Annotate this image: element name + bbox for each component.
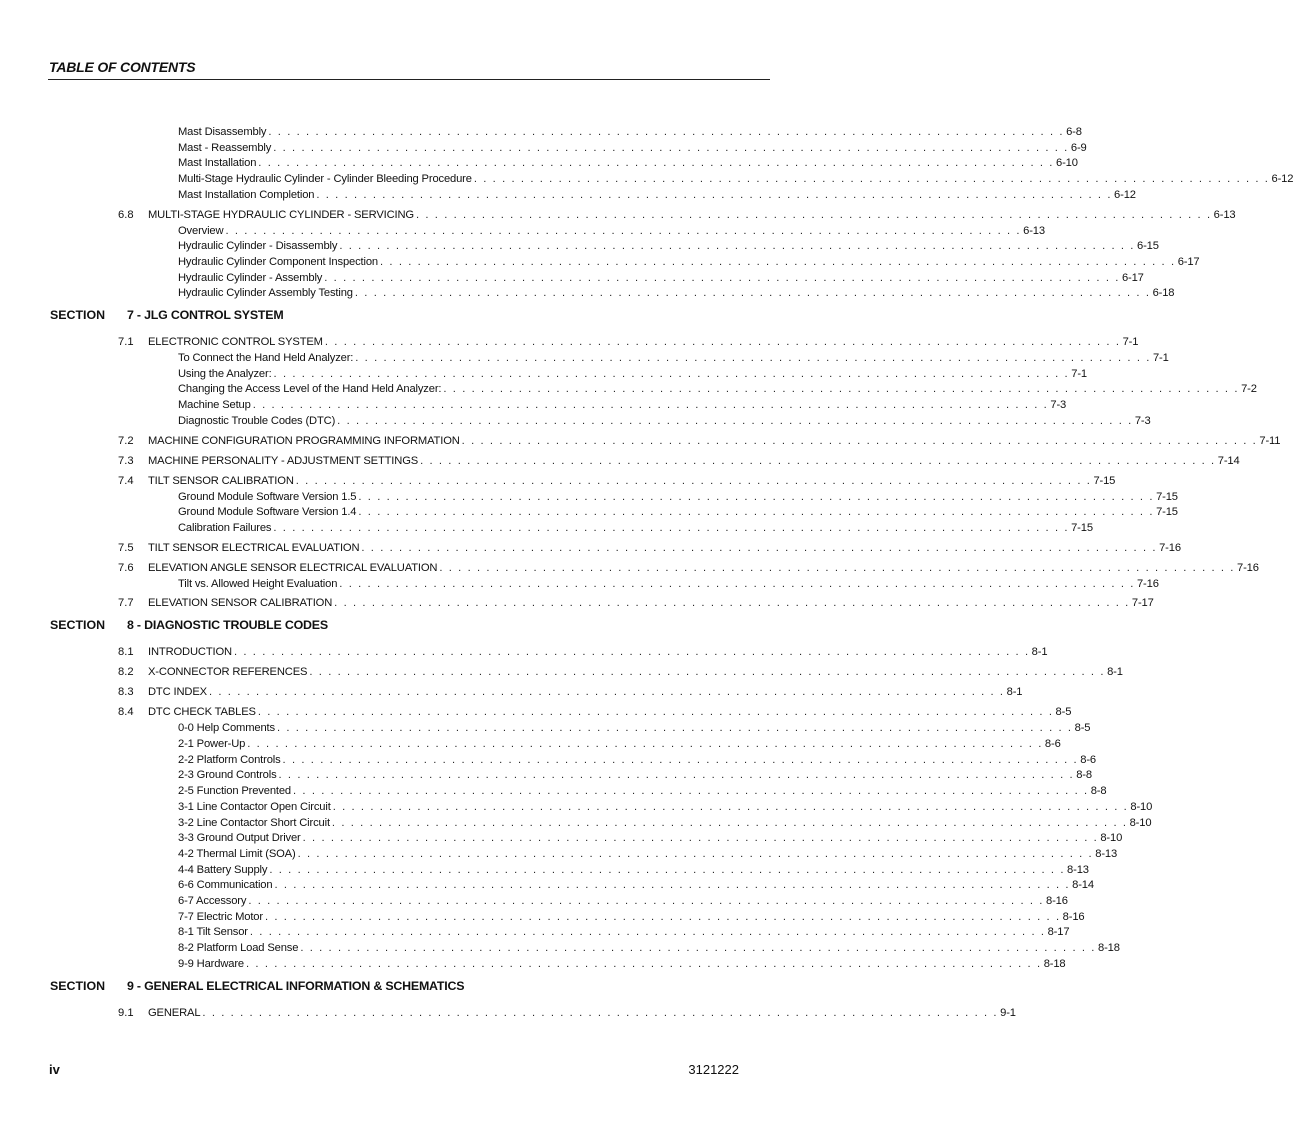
toc-entry-number: 7.6 (118, 561, 134, 574)
toc-entry[interactable] (148, 1005, 1016, 1021)
toc-entry-title: Using the Analyzer: (178, 367, 272, 380)
toc-entry-title: 2-2 Platform Controls (178, 753, 281, 766)
toc-entry-title: Overview (178, 224, 224, 237)
toc-subentry[interactable] (178, 254, 1200, 270)
dot-leader: . . . . . . . . . . . . . . . . . . . . . . . . . . . . . . . . . . . . . . . . . . . . . . . . . . . . . . . . . . . . . . . . . . . . . . . . . . . . . . . . . . . . . (252, 399, 1049, 412)
toc-page-number: 8-8 (1076, 769, 1092, 782)
toc-page-number: 7-16 (1136, 577, 1159, 590)
toc-page-number: 7-16 (1159, 541, 1181, 554)
toc-page-number: 8-14 (1072, 879, 1094, 892)
toc-page-number: 6-13 (1213, 208, 1236, 221)
toc-page-number: 7-2 (1241, 383, 1257, 396)
toc-entry-title: Ground Module Software Version 1.4 (178, 506, 357, 519)
dot-leader: . . . . . . . . . . . . . . . . . . . . . . . . . . . . . . . . . . . . . . . . . . . . . . . . . . . . . . . . . . . . . . . . . . . . . . . . . . . . . . . . . . . . . (249, 926, 1046, 939)
dot-leader: . . . . . . . . . . . . . . . . . . . . . . . . . . . . . . . . . . . . . . . . . . . . . . . . . . . . . . . . . . . . . . . . . . . . . . . . . . . . . . . . . . . . . (324, 336, 1121, 348)
toc-subentry[interactable] (178, 799, 1153, 815)
toc-entry[interactable] (148, 560, 1259, 576)
toc-page-number: 6-10 (1056, 157, 1078, 170)
toc-entry-title: 3-2 Line Contactor Short Circuit (178, 816, 330, 829)
toc-entry-title: Mast Disassembly (178, 126, 267, 138)
dot-leader: . . . . . . . . . . . . . . . . . . . . . . . . . . . . . . . . . . . . . . . . . . . . . . . . . . . . . . . . . . . . . . . . . . . . . . . . . . . . . . . . . . . . . (248, 895, 1045, 907)
toc-entry-title: Mast - Reassembly (178, 141, 272, 154)
dot-leader: . . . . . . . . . . . . . . . . . . . . . . . . . . . . . . . . . . . . . . . . . . . . . . . . . . . . . . . . . . . . . . . . . . . . . . . . . . . . . . . . . . . . . (208, 686, 1005, 699)
toc-page-number: 9-1 (1000, 1006, 1016, 1019)
toc-page-number: 8-8 (1090, 785, 1107, 798)
dot-leader: . . . . . . . . . . . . . . . . . . . . . . . . . . . . . . . . . . . . . . . . . . . . . . . . . . . . . . . . . . . . . . . . . . . . . . . . . . . . . . . . . . . . . (274, 879, 1071, 892)
dot-leader: . . . . . . . . . . . . . . . . . . . . . . . . . . . . . . . . . . . . . . . . . . . . . . . . . . . . . . . . . . . . . . . . . . . . . . . . . . . . . . . . . . . . . (358, 490, 1155, 503)
toc-entry[interactable] (148, 664, 1123, 680)
toc-page-number: 8-1 (1031, 646, 1048, 659)
toc-subentry[interactable] (178, 956, 1066, 972)
dot-leader: . . . . . . . . . . . . . . . . . . . . . . . . . . . . . . . . . . . . . . . . . . . . . . . . . . . . . . . . . . . . . . . . . . . . . . . . . . . . . . . . . . . . . (415, 208, 1212, 221)
toc-entry-number: 8.4 (118, 706, 134, 719)
dot-leader: . . . . . . . . . . . . . . . . . . . . . . . . . . . . . . . . . . . . . . . . . . . . . . . . . . . . . . . . . . . . . . . . . . . . . . . . . . . . . . . . . . . . . (300, 942, 1097, 955)
toc-entry[interactable] (148, 207, 1236, 223)
toc-entry-title: MULTI-STAGE HYDRAULIC CYLINDER - SERVICING (148, 208, 414, 221)
toc-subentry[interactable] (178, 397, 1067, 413)
dot-leader: . . . . . . . . . . . . . . . . . . . . . . . . . . . . . . . . . . . . . . . . . . . . . . . . . . . . . . . . . . . . . . . . . . . . . . . . . . . . . . . . . . . . . (278, 769, 1075, 782)
toc-entry-title: 4-4 Battery Supply (178, 863, 268, 876)
dot-leader: . . . . . . . . . . . . . . . . . . . . . . . . . . . . . . . . . . . . . . . . . . . . . . . . . . . . . . . . . . . . . . . . . . . . . . . . . . . . . . . . . . . . . (233, 646, 1030, 659)
toc-entry-title: 6-6 Communication (178, 879, 273, 892)
dot-leader: . . . . . . . . . . . . . . . . . . . . . . . . . . . . . . . . . . . . . . . . . . . . . . . . . . . . . . . . . . . . . . . . . . . . . . . . . . . . . . . . . . . . . (273, 141, 1069, 154)
toc-subentry[interactable] (178, 155, 1078, 171)
toc-subentry[interactable] (178, 736, 1061, 752)
toc-page-number: 7-3 (1050, 399, 1067, 412)
toc-page-number: 7-15 (1156, 506, 1178, 519)
toc-page-number: 8-10 (1130, 800, 1153, 813)
toc-page-number: 7-17 (1131, 597, 1154, 610)
toc-entry-title: Machine Setup (178, 399, 251, 412)
toc-page-number: 8-17 (1047, 926, 1070, 939)
dot-leader: . . . . . . . . . . . . . . . . . . . . . . . . . . . . . . . . . . . . . . . . . . . . . . . . . . . . . . . . . . . . . . . . . . . . . . . . . . . . . . . . . . . . . (379, 255, 1176, 268)
page-number: iv (49, 1062, 60, 1077)
toc-page-number: 8-5 (1074, 722, 1091, 735)
toc-subentry[interactable] (178, 171, 1293, 187)
toc-page-number: 7-3 (1134, 414, 1151, 427)
toc-subentry[interactable] (178, 366, 1087, 382)
toc-entry[interactable] (148, 704, 1072, 720)
toc-page-number: 8-18 (1098, 942, 1120, 955)
toc-page-number: 7-1 (1071, 367, 1087, 380)
toc-entry-title: Changing the Access Level of the Hand Held Analyzer: (178, 383, 442, 396)
toc-entry-title: Hydraulic Cylinder Component Inspection (178, 255, 378, 268)
toc-page-number: 6-12 (1271, 173, 1293, 186)
section-label: SECTION (50, 618, 106, 633)
toc-entry-number: 7.3 (118, 454, 134, 467)
dot-leader: . . . . . . . . . . . . . . . . . . . . . . . . . . . . . . . . . . . . . . . . . . . . . . . . . . . . . . . . . . . . . . . . . . . . . . . . . . . . . . . . . . . . . (268, 126, 1065, 138)
toc-page-number: 7-15 (1071, 521, 1093, 534)
dot-leader: . . . . . . . . . . . . . . . . . . . . . . . . . . . . . . . . . . . . . . . . . . . . . . . . . . . . . . . . . . . . . . . . . . . . . . . . . . . . . . . . . . . . . (273, 521, 1070, 534)
toc-subentry[interactable] (178, 576, 1159, 592)
toc-page-number: 6-12 (1114, 188, 1136, 201)
toc-entry-title: Diagnostic Trouble Codes (DTC) (178, 414, 336, 427)
toc-page-number: 6-8 (1066, 126, 1082, 138)
toc-entry-title: Mast Installation (178, 157, 257, 170)
dot-leader: . . . . . . . . . . . . . . . . . . . . . . . . . . . . . . . . . . . . . . . . . . . . . . . . . . . . . . . . . . . . . . . . . . . . . . . . . . . . . . . . . . . . . (316, 188, 1113, 201)
toc-page-number: 8-18 (1043, 957, 1066, 970)
toc-entry-number: 8.2 (118, 666, 134, 679)
dot-leader: . . . . . . . . . . . . . . . . . . . . . . . . . . . . . . . . . . . . . . . . . . . . . . . . . . . . . . . . . . . . . . . . . . . . . . . . . . . . . . . . . . . . . (361, 541, 1158, 554)
toc-subentry[interactable] (178, 924, 1070, 940)
toc-entry-number: 7.5 (118, 541, 134, 554)
dot-leader: . . . . . . . . . . . . . . . . . . . . . . . . . . . . . . . . . . . . . . . . . . . . . . . . . . . . . . . . . . . . . . . . . . . . . . . . . . . . . . . . . . . . . (269, 863, 1066, 876)
toc-page-number: 8-10 (1129, 816, 1152, 829)
toc-entry-number: 7.4 (118, 474, 134, 487)
dot-leader: . . . . . . . . . . . . . . . . . . . . . . . . . . . . . . . . . . . . . . . . . . . . . . . . . . . . . . . . . . . . . . . . . . . . . . . . . . . . . . . . . . . . . (473, 173, 1270, 186)
toc-entry-title: TILT SENSOR ELECTRICAL EVALUATION (148, 541, 360, 554)
toc-page-number: 7-11 (1259, 434, 1281, 447)
toc-subentry[interactable] (178, 223, 1045, 239)
dot-leader: . . . . . . . . . . . . . . . . . . . . . . . . . . . . . . . . . . . . . . . . . . . . . . . . . . . . . . . . . . . . . . . . . . . . . . . . . . . . . . . . . . . . . (332, 800, 1129, 813)
toc-entry-title: 8-2 Platform Load Sense (178, 942, 299, 955)
toc-subentry[interactable] (178, 140, 1087, 156)
dot-leader: . . . . . . . . . . . . . . . . . . . . . . . . . . . . . . . . . . . . . . . . . . . . . . . . . . . . . . . . . . . . . . . . . . . . . . . . . . . . . . . . . . . . . (282, 753, 1079, 766)
toc-entry-number: 9.1 (118, 1006, 134, 1019)
section-title: 9 - GENERAL ELECTRICAL INFORMATION & SCHEMATICS (127, 978, 465, 993)
toc-entry-title: Hydraulic Cylinder - Assembly (178, 271, 323, 284)
toc-entry[interactable] (148, 595, 1154, 611)
toc-page-number: 8-1 (1107, 666, 1123, 679)
toc-subentry[interactable] (178, 752, 1096, 768)
dot-leader: . . . . . . . . . . . . . . . . . . . . . . . . . . . . . . . . . . . . . . . . . . . . . . . . . . . . . . . . . . . . . . . . . . . . . . . . . . . . . . . . . . . . . (334, 597, 1130, 610)
dot-leader: . . . . . . . . . . . . . . . . . . . . . . . . . . . . . . . . . . . . . . . . . . . . . . . . . . . . . . . . . . . . . . . . . . . . . . . . . . . . . . . . . . . . . (324, 271, 1120, 284)
toc-subentry[interactable] (178, 767, 1092, 783)
toc-entry-title: INTRODUCTION (148, 646, 232, 659)
page-header-title: TABLE OF CONTENTS (49, 59, 196, 75)
toc-entry-title: 4-2 Thermal Limit (SOA) (178, 847, 296, 860)
toc-entry-title: 2-3 Ground Controls (178, 769, 277, 782)
toc-entry-number: 7.7 (118, 597, 134, 610)
toc-entry-title: 6-7 Accessory (178, 895, 247, 907)
toc-entry-title: Tilt vs. Allowed Height Evaluation (178, 577, 338, 590)
toc-page-number: 7-14 (1217, 454, 1240, 467)
toc-entry-number: 7.2 (118, 434, 134, 447)
toc-subentry[interactable] (178, 783, 1107, 799)
toc-subentry[interactable] (178, 504, 1178, 520)
dot-leader: . . . . . . . . . . . . . . . . . . . . . . . . . . . . . . . . . . . . . . . . . . . . . . . . . . . . . . . . . . . . . . . . . . . . . . . . . . . . . . . . . . . . . (461, 434, 1258, 447)
dot-leader: . . . . . . . . . . . . . . . . . . . . . . . . . . . . . . . . . . . . . . . . . . . . . . . . . . . . . . . . . . . . . . . . . . . . . . . . . . . . . . . . . . . . . (354, 287, 1151, 300)
toc-subentry[interactable] (178, 815, 1152, 831)
toc-entry[interactable] (148, 334, 1139, 350)
toc-page-number: 8-10 (1100, 832, 1123, 845)
dot-leader: . . . . . . . . . . . . . . . . . . . . . . . . . . . . . . . . . . . . . . . . . . . . . . . . . . . . . . . . . . . . . . . . . . . . . . . . . . . . . . . . . . . . . (355, 352, 1151, 364)
toc-page-number: 8-6 (1080, 753, 1096, 766)
toc-entry-number: 7.1 (118, 336, 134, 348)
toc-subentry[interactable] (178, 270, 1144, 286)
toc-entry-title: Hydraulic Cylinder Assembly Testing (178, 287, 353, 300)
toc-entry-title: Mast Installation Completion (178, 188, 315, 201)
dot-leader: . . . . . . . . . . . . . . . . . . . . . . . . . . . . . . . . . . . . . . . . . . . . . . . . . . . . . . . . . . . . . . . . . . . . . . . . . . . . . . . . . . . . . (443, 383, 1240, 396)
toc-entry-title: 0-0 Help Comments (178, 722, 275, 735)
toc-entry[interactable] (148, 453, 1240, 469)
toc-page-number: 6-9 (1070, 141, 1087, 154)
toc-entry-title: ELEVATION SENSOR CALIBRATION (148, 597, 333, 610)
toc-entry-title: MACHINE CONFIGURATION PROGRAMMING INFORMATION (148, 434, 460, 447)
toc-page-number: 6-17 (1121, 271, 1144, 284)
toc-entry-title: Hydraulic Cylinder - Disassembly (178, 240, 338, 253)
toc-page-number: 8-13 (1067, 863, 1089, 876)
toc-subentry[interactable] (178, 413, 1151, 429)
toc-subentry[interactable] (178, 124, 1082, 140)
toc-subentry[interactable] (178, 862, 1089, 878)
toc-entry-number: 6.8 (118, 208, 134, 221)
toc-subentry[interactable] (178, 489, 1178, 505)
toc-subentry[interactable] (178, 285, 1175, 301)
dot-leader: . . . . . . . . . . . . . . . . . . . . . . . . . . . . . . . . . . . . . . . . . . . . . . . . . . . . . . . . . . . . . . . . . . . . . . . . . . . . . . . . . . . . . (245, 957, 1042, 970)
toc-entry-title: 3-1 Line Contactor Open Circuit (178, 800, 331, 813)
dot-leader: . . . . . . . . . . . . . . . . . . . . . . . . . . . . . . . . . . . . . . . . . . . . . . . . . . . . . . . . . . . . . . . . . . . . . . . . . . . . . . . . . . . . . (264, 910, 1061, 923)
section-label: SECTION (50, 308, 106, 322)
toc-entry-title: Multi-Stage Hydraulic Cylinder - Cylinder Bleeding Procedure (178, 173, 472, 186)
dot-leader: . . . . . . . . . . . . . . . . . . . . . . . . . . . . . . . . . . . . . . . . . . . . . . . . . . . . . . . . . . . . . . . . . . . . . . . . . . . . . . . . . . . . . (309, 666, 1106, 679)
toc-entry-title: 2-1 Power-Up (178, 738, 246, 750)
toc-page-number: 8-16 (1062, 910, 1085, 923)
toc-subentry[interactable] (178, 520, 1093, 536)
toc-page-number: 6-15 (1137, 240, 1159, 253)
toc-page-number: 7-15 (1156, 490, 1178, 503)
dot-leader: . . . . . . . . . . . . . . . . . . . . . . . . . . . . . . . . . . . . . . . . . . . . . . . . . . . . . . . . . . . . . . . . . . . . . . . . . . . . . . . . . . . . . (331, 816, 1128, 829)
toc-entry[interactable] (148, 433, 1281, 449)
toc-subentry[interactable] (178, 830, 1123, 846)
dot-leader: . . . . . . . . . . . . . . . . . . . . . . . . . . . . . . . . . . . . . . . . . . . . . . . . . . . . . . . . . . . . . . . . . . . . . . . . . . . . . . . . . . . . . (202, 1006, 999, 1019)
toc-page-number: 8-13 (1095, 847, 1118, 860)
toc-subentry[interactable] (178, 846, 1118, 862)
toc-entry-title: 2-5 Function Prevented (178, 785, 291, 798)
toc-subentry[interactable] (178, 893, 1068, 909)
toc-entry-title: ELECTRONIC CONTROL SYSTEM (148, 336, 323, 348)
toc-entry-title: ELEVATION ANGLE SENSOR ELECTRICAL EVALUATION (148, 561, 438, 574)
toc-page-number: 6-18 (1152, 287, 1175, 300)
dot-leader: . . . . . . . . . . . . . . . . . . . . . . . . . . . . . . . . . . . . . . . . . . . . . . . . . . . . . . . . . . . . . . . . . . . . . . . . . . . . . . . . . . . . . (273, 367, 1070, 380)
dot-leader: . . . . . . . . . . . . . . . . . . . . . . . . . . . . . . . . . . . . . . . . . . . . . . . . . . . . . . . . . . . . . . . . . . . . . . . . . . . . . . . . . . . . . (276, 722, 1073, 735)
toc-entry[interactable] (148, 473, 1116, 489)
dot-leader: . . . . . . . . . . . . . . . . . . . . . . . . . . . . . . . . . . . . . . . . . . . . . . . . . . . . . . . . . . . . . . . . . . . . . . . . . . . . . . . . . . . . . (247, 738, 1043, 750)
dot-leader: . . . . . . . . . . . . . . . . . . . . . . . . . . . . . . . . . . . . . . . . . . . . . . . . . . . . . . . . . . . . . . . . . . . . . . . . . . . . . . . . . . . . . (257, 706, 1054, 719)
toc-entry-title: MACHINE PERSONALITY - ADJUSTMENT SETTINGS (148, 454, 419, 467)
dot-leader: . . . . . . . . . . . . . . . . . . . . . . . . . . . . . . . . . . . . . . . . . . . . . . . . . . . . . . . . . . . . . . . . . . . . . . . . . . . . . . . . . . . . . (439, 561, 1236, 574)
toc-entry-title: Ground Module Software Version 1.5 (178, 490, 357, 503)
toc-subentry[interactable] (178, 350, 1169, 366)
dot-leader: . . . . . . . . . . . . . . . . . . . . . . . . . . . . . . . . . . . . . . . . . . . . . . . . . . . . . . . . . . . . . . . . . . . . . . . . . . . . . . . . . . . . . (337, 414, 1133, 427)
toc-entry-title: X-CONNECTOR REFERENCES (148, 666, 308, 679)
toc-entry[interactable] (148, 540, 1181, 556)
toc-entry-number: 8.1 (118, 646, 134, 659)
toc-entry-title: DTC CHECK TABLES (148, 706, 256, 719)
toc-page-number: 8-16 (1046, 895, 1068, 907)
section-title: 8 - DIAGNOSTIC TROUBLE CODES (127, 618, 328, 633)
toc-subentry[interactable] (178, 909, 1085, 925)
toc-entry-title: Calibration Failures (178, 521, 272, 534)
toc-subentry[interactable] (178, 238, 1159, 254)
dot-leader: . . . . . . . . . . . . . . . . . . . . . . . . . . . . . . . . . . . . . . . . . . . . . . . . . . . . . . . . . . . . . . . . . . . . . . . . . . . . . . . . . . . . . (339, 240, 1136, 253)
toc-entry-title: TILT SENSOR CALIBRATION (148, 474, 294, 487)
toc-subentry[interactable] (178, 187, 1136, 203)
dot-leader: . . . . . . . . . . . . . . . . . . . . . . . . . . . . . . . . . . . . . . . . . . . . . . . . . . . . . . . . . . . . . . . . . . . . . . . . . . . . . . . . . . . . . (339, 577, 1135, 590)
toc-entry-title: 3-3 Ground Output Driver (178, 832, 301, 845)
toc-subentry[interactable] (178, 720, 1091, 736)
toc-page-number: 7-1 (1152, 352, 1169, 364)
dot-leader: . . . . . . . . . . . . . . . . . . . . . . . . . . . . . . . . . . . . . . . . . . . . . . . . . . . . . . . . . . . . . . . . . . . . . . . . . . . . . . . . . . . . . (295, 474, 1092, 487)
dot-leader: . . . . . . . . . . . . . . . . . . . . . . . . . . . . . . . . . . . . . . . . . . . . . . . . . . . . . . . . . . . . . . . . . . . . . . . . . . . . . . . . . . . . . (297, 847, 1094, 860)
toc-entry-title: GENERAL (148, 1006, 201, 1019)
toc-page-number: 8-5 (1055, 706, 1072, 719)
toc-entry-title: 7-7 Electric Motor (178, 910, 263, 923)
toc-page-number: 8-6 (1044, 738, 1061, 750)
toc-subentry[interactable] (178, 381, 1257, 397)
toc-entry[interactable] (148, 684, 1023, 700)
toc-entry-title: To Connect the Hand Held Analyzer: (178, 352, 354, 364)
toc-page-number: 6-17 (1177, 255, 1200, 268)
dot-leader: . . . . . . . . . . . . . . . . . . . . . . . . . . . . . . . . . . . . . . . . . . . . . . . . . . . . . . . . . . . . . . . . . . . . . . . . . . . . . . . . . . . . . (225, 224, 1022, 237)
section-label: SECTION (50, 978, 106, 993)
toc-page-number: 6-13 (1023, 224, 1045, 237)
toc-subentry[interactable] (178, 877, 1094, 893)
toc-subentry[interactable] (178, 940, 1120, 956)
toc-page-number: 8-1 (1006, 686, 1023, 699)
dot-leader: . . . . . . . . . . . . . . . . . . . . . . . . . . . . . . . . . . . . . . . . . . . . . . . . . . . . . . . . . . . . . . . . . . . . . . . . . . . . . . . . . . . . . (293, 785, 1089, 798)
toc-entry-title: DTC INDEX (148, 686, 207, 699)
toc-page-number: 7-1 (1122, 336, 1139, 348)
dot-leader: . . . . . . . . . . . . . . . . . . . . . . . . . . . . . . . . . . . . . . . . . . . . . . . . . . . . . . . . . . . . . . . . . . . . . . . . . . . . . . . . . . . . . (258, 157, 1054, 170)
toc-page-number: 7-16 (1237, 561, 1259, 574)
toc-entry-title: 9-9 Hardware (178, 957, 244, 970)
dot-leader: . . . . . . . . . . . . . . . . . . . . . . . . . . . . . . . . . . . . . . . . . . . . . . . . . . . . . . . . . . . . . . . . . . . . . . . . . . . . . . . . . . . . . (358, 506, 1155, 519)
toc-page-number: 7-15 (1093, 474, 1116, 487)
dot-leader: . . . . . . . . . . . . . . . . . . . . . . . . . . . . . . . . . . . . . . . . . . . . . . . . . . . . . . . . . . . . . . . . . . . . . . . . . . . . . . . . . . . . . (302, 832, 1099, 845)
document-number: 3121222 (688, 1062, 739, 1077)
section-title: 7 - JLG CONTROL SYSTEM (127, 308, 284, 322)
toc-entry-title: 8-1 Tilt Sensor (178, 926, 248, 939)
toc-entry[interactable] (148, 644, 1048, 660)
dot-leader: . . . . . . . . . . . . . . . . . . . . . . . . . . . . . . . . . . . . . . . . . . . . . . . . . . . . . . . . . . . . . . . . . . . . . . . . . . . . . . . . . . . . . (420, 454, 1216, 467)
toc-entry-number: 8.3 (118, 686, 134, 699)
